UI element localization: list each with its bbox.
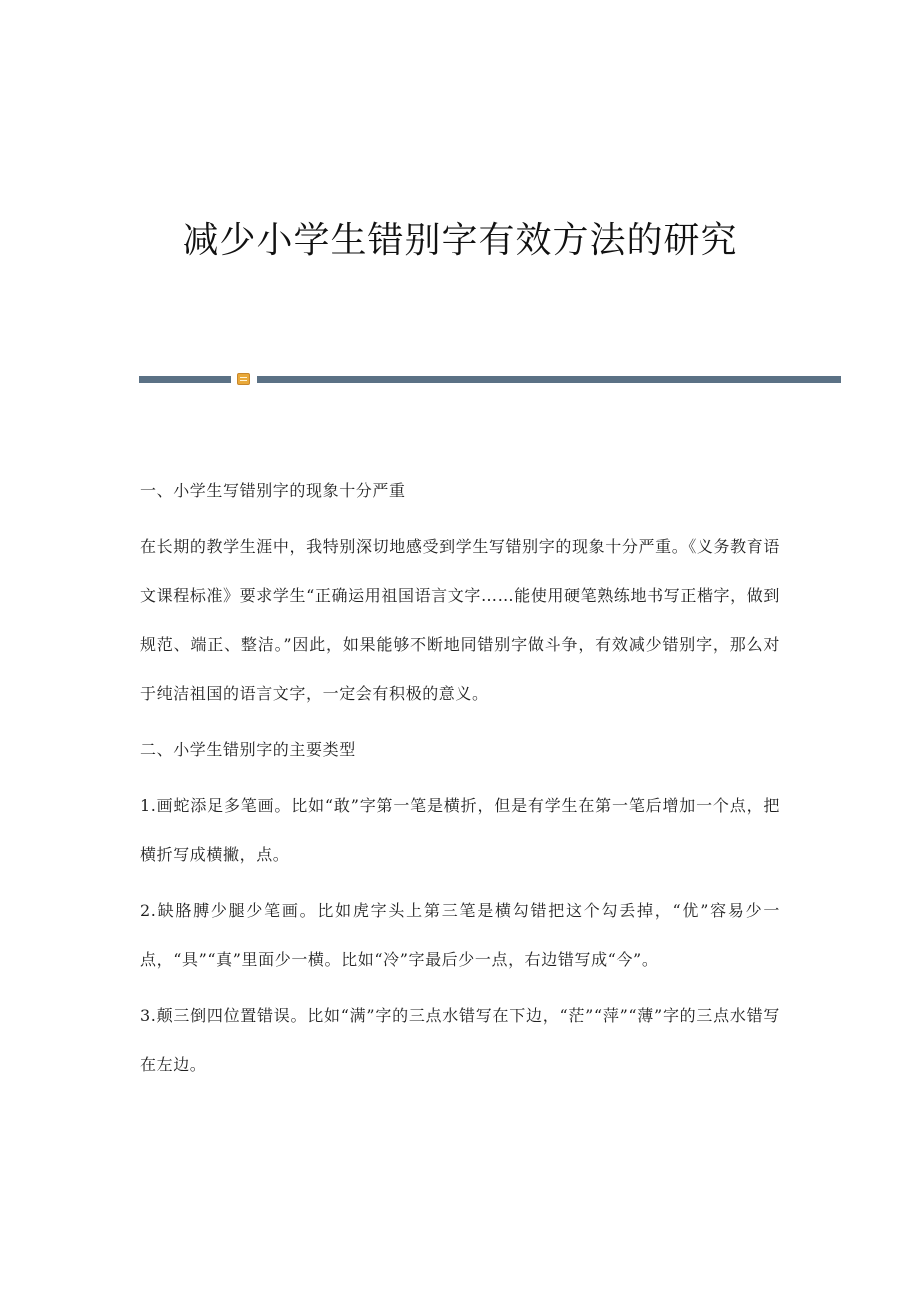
divider-ornament-icon bbox=[237, 373, 250, 385]
document-title: 减少小学生错别字有效方法的研究 bbox=[182, 220, 738, 261]
divider-bar-right bbox=[257, 376, 841, 383]
list-item-3: 3.颠三倒四位置错误。比如“满”字的三点水错写在下边，“茫”“萍”“薄”字的三点水错写在左边。 bbox=[140, 1006, 780, 1074]
section-heading-2: 二、小学生错别字的主要类型 bbox=[140, 740, 356, 759]
section-heading-1: 一、小学生写错别字的现象十分严重 bbox=[140, 481, 406, 500]
body-paragraph-1: 在长期的教学生涯中，我特别深切地感受到学生写错别字的现象十分严重。《义务教育语文课程标准》要求学生“正确运用祖国语言文字……能使用硬笔熟练地书写正楷字，做到规范、端正、整洁。”因此，如果能够不断地同错别字做斗争，有效减少错别字，那么对于纯洁祖国的语言文字，一定会有积极的意义。 bbox=[140, 537, 780, 703]
list-item-1: 1.画蛇添足多笔画。比如“敢”字第一笔是横折，但是有学生在第一笔后增加一个点，把横折写成横撇，点。 bbox=[140, 796, 780, 864]
divider-bar-left bbox=[139, 376, 231, 383]
document-body bbox=[140, 466, 780, 1096]
title-divider bbox=[139, 372, 841, 388]
list-item-2: 2.缺胳膊少腿少笔画。比如虎字头上第三笔是横勾错把这个勾丢掉，“优”容易少一点，“具”“真”里面少一横。比如“冷”字最后少一点，右边错写成“今”。 bbox=[140, 901, 780, 969]
